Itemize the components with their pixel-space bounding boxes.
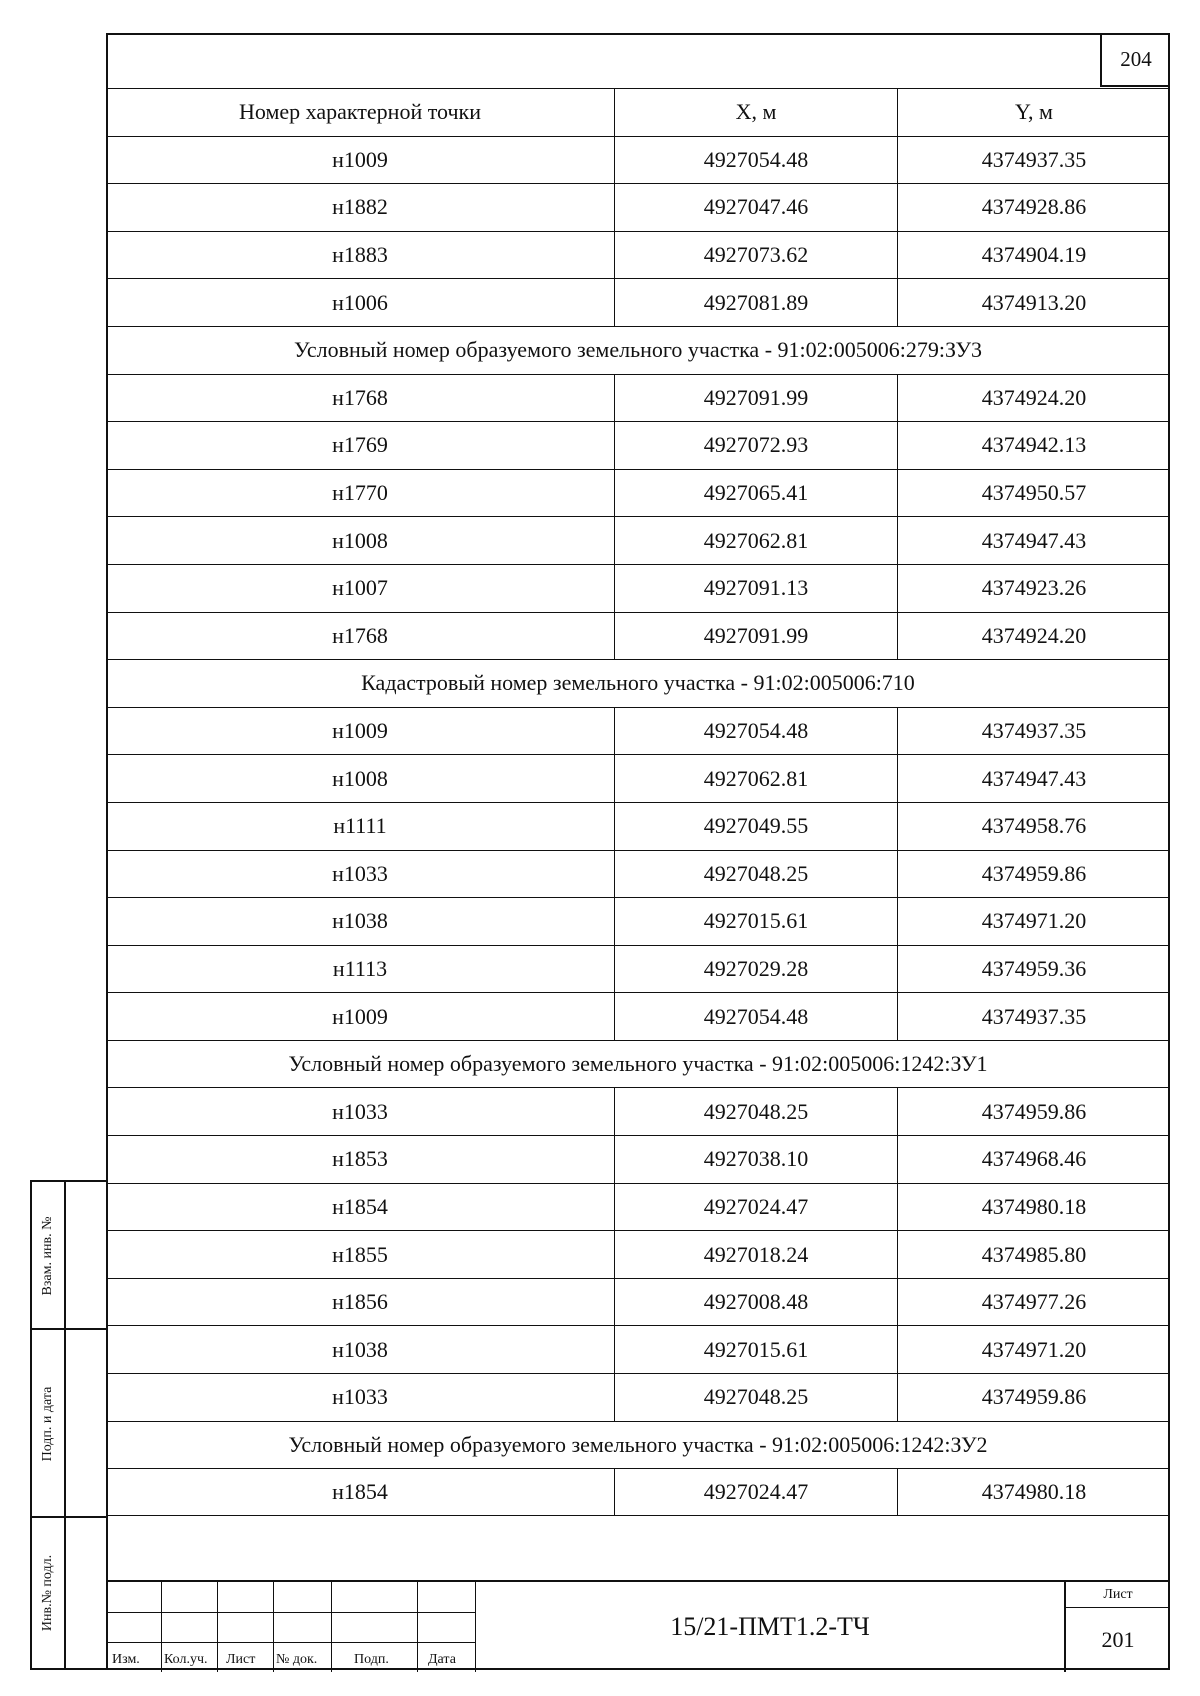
- point-number-cell: н1882: [106, 184, 615, 231]
- table-row: [106, 231, 1170, 279]
- x-coordinate-cell: 4927072.93: [615, 422, 898, 469]
- point-number-cell: н1113: [106, 946, 615, 993]
- tb-col-kol: [162, 1582, 218, 1672]
- table-row: [106, 136, 1170, 184]
- x-coordinate-cell: 4927038.10: [615, 1136, 898, 1183]
- y-coordinate-cell: 4374947.43: [981, 765, 1087, 791]
- y-coordinate-cell: 4374942.13: [981, 432, 1087, 458]
- x-coordinate-cell: 4927054.48: [615, 993, 898, 1040]
- x-coordinate-cell: 4927054.48: [615, 708, 898, 755]
- point-number-cell: н1038: [106, 898, 615, 945]
- table-row: [106, 754, 1170, 802]
- x-coordinate-cell: 4927065.41: [615, 470, 898, 517]
- document-code: 15/21-ПМТ1.2-ТЧ: [476, 1582, 1066, 1672]
- x-coordinate-cell: 4927062.81: [615, 755, 898, 802]
- table-row: [106, 1373, 1170, 1421]
- y-coordinate-cell: 4374980.18: [981, 1479, 1087, 1505]
- section-title: Условный номер образуемого земельного участка - 91:02:005006:1242:ЗУ1: [288, 1051, 988, 1077]
- y-coordinate-cell: 4374977.26: [981, 1289, 1087, 1315]
- page-number: 204: [1100, 33, 1170, 87]
- side-label-inv-original: Инв.№ подл.: [40, 1554, 55, 1632]
- x-coordinate-cell: 4927091.99: [615, 375, 898, 422]
- point-number-cell: н1111: [106, 803, 615, 850]
- x-coordinate-cell: 4927062.81: [615, 517, 898, 564]
- section-title: Условный номер образуемого земельного участка - 91:02:005006:279:ЗУ3: [293, 337, 983, 363]
- table-row: [106, 183, 1170, 231]
- point-number-cell: н1768: [106, 613, 615, 660]
- x-coordinate-cell: 4927091.99: [615, 613, 898, 660]
- x-coordinate-cell: 4927024.47: [615, 1469, 898, 1515]
- x-coordinate-cell: 4927029.28: [615, 946, 898, 993]
- point-number-cell: н1769: [106, 422, 615, 469]
- table-row: [106, 992, 1170, 1040]
- table-row: [106, 421, 1170, 469]
- section-row: [106, 1040, 1170, 1088]
- x-coordinate-cell: 4927047.46: [615, 184, 898, 231]
- section-row: [106, 659, 1170, 707]
- x-coordinate-cell: 4927024.47: [615, 1184, 898, 1231]
- y-coordinate-cell: 4374959.86: [981, 1384, 1087, 1410]
- table-row: [106, 802, 1170, 850]
- point-number-cell: н1856: [106, 1279, 615, 1326]
- point-number-cell: н1883: [106, 232, 615, 279]
- y-coordinate-cell: 4374937.35: [981, 718, 1087, 744]
- header-y: Y, м: [1015, 99, 1053, 125]
- table-row: [106, 1087, 1170, 1135]
- tb-col-doc: [274, 1582, 332, 1672]
- table-row: [106, 516, 1170, 564]
- table-row: [106, 707, 1170, 755]
- tb-col-izm: [106, 1582, 162, 1672]
- y-coordinate-cell: 4374959.86: [981, 1098, 1087, 1124]
- table-row: [106, 1278, 1170, 1326]
- side-stamp: [30, 1180, 106, 1670]
- y-coordinate-cell: 4374958.76: [981, 813, 1087, 839]
- sheet-number: 201: [1101, 1627, 1135, 1652]
- x-coordinate-cell: 4927049.55: [615, 803, 898, 850]
- table-row: [106, 612, 1170, 660]
- point-number-cell: н1853: [106, 1136, 615, 1183]
- y-coordinate-cell: 4374913.20: [981, 289, 1087, 315]
- x-coordinate-cell: 4927054.48: [615, 137, 898, 184]
- y-coordinate-cell: 4374971.20: [981, 1336, 1087, 1362]
- y-coordinate-cell: 4374980.18: [981, 1193, 1087, 1219]
- y-coordinate-cell: 4374924.20: [981, 384, 1087, 410]
- y-coordinate-cell: 4374959.36: [981, 955, 1087, 981]
- section-row: [106, 1421, 1170, 1469]
- x-coordinate-cell: 4927048.25: [615, 1374, 898, 1421]
- sheet-label: Лист: [1066, 1582, 1170, 1608]
- x-coordinate-cell: 4927015.61: [615, 1326, 898, 1373]
- title-block: [106, 1580, 1170, 1670]
- point-number-cell: н1033: [106, 851, 615, 898]
- table-row: [106, 897, 1170, 945]
- table-row: [106, 1230, 1170, 1278]
- tb-label-doc: № док.: [276, 1652, 318, 1667]
- x-coordinate-cell: 4927081.89: [615, 279, 898, 326]
- y-coordinate-cell: 4374947.43: [981, 527, 1087, 553]
- point-number-cell: н1768: [106, 375, 615, 422]
- point-number-cell: н1008: [106, 755, 615, 802]
- y-coordinate-cell: 4374904.19: [981, 242, 1087, 268]
- side-label-replace-inv: Взам. инв. №: [40, 1216, 55, 1296]
- side-block-replace-inv: [32, 1182, 108, 1330]
- y-coordinate-cell: 4374937.35: [981, 146, 1087, 172]
- y-coordinate-cell: 4374923.26: [981, 575, 1087, 601]
- x-coordinate-cell: 4927018.24: [615, 1231, 898, 1278]
- table-row: [106, 1468, 1170, 1516]
- point-number-cell: н1009: [106, 708, 615, 755]
- x-coordinate-cell: 4927015.61: [615, 898, 898, 945]
- tb-label-date: Дата: [428, 1652, 456, 1667]
- point-number-cell: н1008: [106, 517, 615, 564]
- table-row: [106, 278, 1170, 326]
- x-coordinate-cell: 4927048.25: [615, 1088, 898, 1135]
- side-block-inv-original: [32, 1518, 108, 1668]
- y-coordinate-cell: 4374968.46: [981, 1146, 1087, 1172]
- y-coordinate-cell: 4374937.35: [981, 1003, 1087, 1029]
- y-coordinate-cell: 4374950.57: [981, 480, 1087, 506]
- table-header-row: [106, 88, 1170, 136]
- table-row: [106, 469, 1170, 517]
- y-coordinate-cell: 4374928.86: [981, 194, 1087, 220]
- point-number-cell: н1854: [106, 1184, 615, 1231]
- point-number-cell: н1007: [106, 565, 615, 612]
- header-point-number: Номер характерной точки: [106, 89, 615, 136]
- x-coordinate-cell: 4927091.13: [615, 565, 898, 612]
- y-coordinate-cell: 4374959.86: [981, 860, 1087, 886]
- table-row: [106, 564, 1170, 612]
- tb-col-sign: [332, 1582, 418, 1672]
- table-row: [106, 1135, 1170, 1183]
- tb-col-date: [418, 1582, 476, 1672]
- point-number-cell: н1854: [106, 1469, 615, 1515]
- table-row: [106, 374, 1170, 422]
- point-number-cell: н1770: [106, 470, 615, 517]
- table-row: [106, 945, 1170, 993]
- point-number-cell: н1855: [106, 1231, 615, 1278]
- y-coordinate-cell: 4374971.20: [981, 908, 1087, 934]
- point-number-cell: н1033: [106, 1088, 615, 1135]
- point-number-cell: н1009: [106, 137, 615, 184]
- side-block-sign-date: [32, 1330, 108, 1518]
- tb-col-list: [218, 1582, 274, 1672]
- section-row: [106, 326, 1170, 374]
- tb-label-izm: Изм.: [112, 1652, 140, 1667]
- table-row: [106, 1183, 1170, 1231]
- point-number-cell: н1009: [106, 993, 615, 1040]
- header-x: X, м: [615, 89, 898, 136]
- point-number-cell: н1033: [106, 1374, 615, 1421]
- x-coordinate-cell: 4927008.48: [615, 1279, 898, 1326]
- x-coordinate-cell: 4927073.62: [615, 232, 898, 279]
- y-coordinate-cell: 4374985.80: [981, 1241, 1087, 1267]
- section-title: Кадастровый номер земельного участка - 91:02:005006:710: [361, 670, 915, 696]
- point-number-cell: н1038: [106, 1326, 615, 1373]
- tb-label-list: Лист: [226, 1652, 256, 1667]
- table-row: [106, 850, 1170, 898]
- section-title: Условный номер образуемого земельного участка - 91:02:005006:1242:ЗУ2: [288, 1431, 988, 1457]
- tb-label-sign: Подп.: [354, 1652, 389, 1667]
- table-row: [106, 1325, 1170, 1373]
- tb-label-kol: Кол.уч.: [164, 1652, 208, 1667]
- side-label-sign-date: Подп. и дата: [40, 1386, 55, 1462]
- point-number-cell: н1006: [106, 279, 615, 326]
- x-coordinate-cell: 4927048.25: [615, 851, 898, 898]
- coordinates-table: [106, 88, 1170, 1516]
- y-coordinate-cell: 4374924.20: [981, 622, 1087, 648]
